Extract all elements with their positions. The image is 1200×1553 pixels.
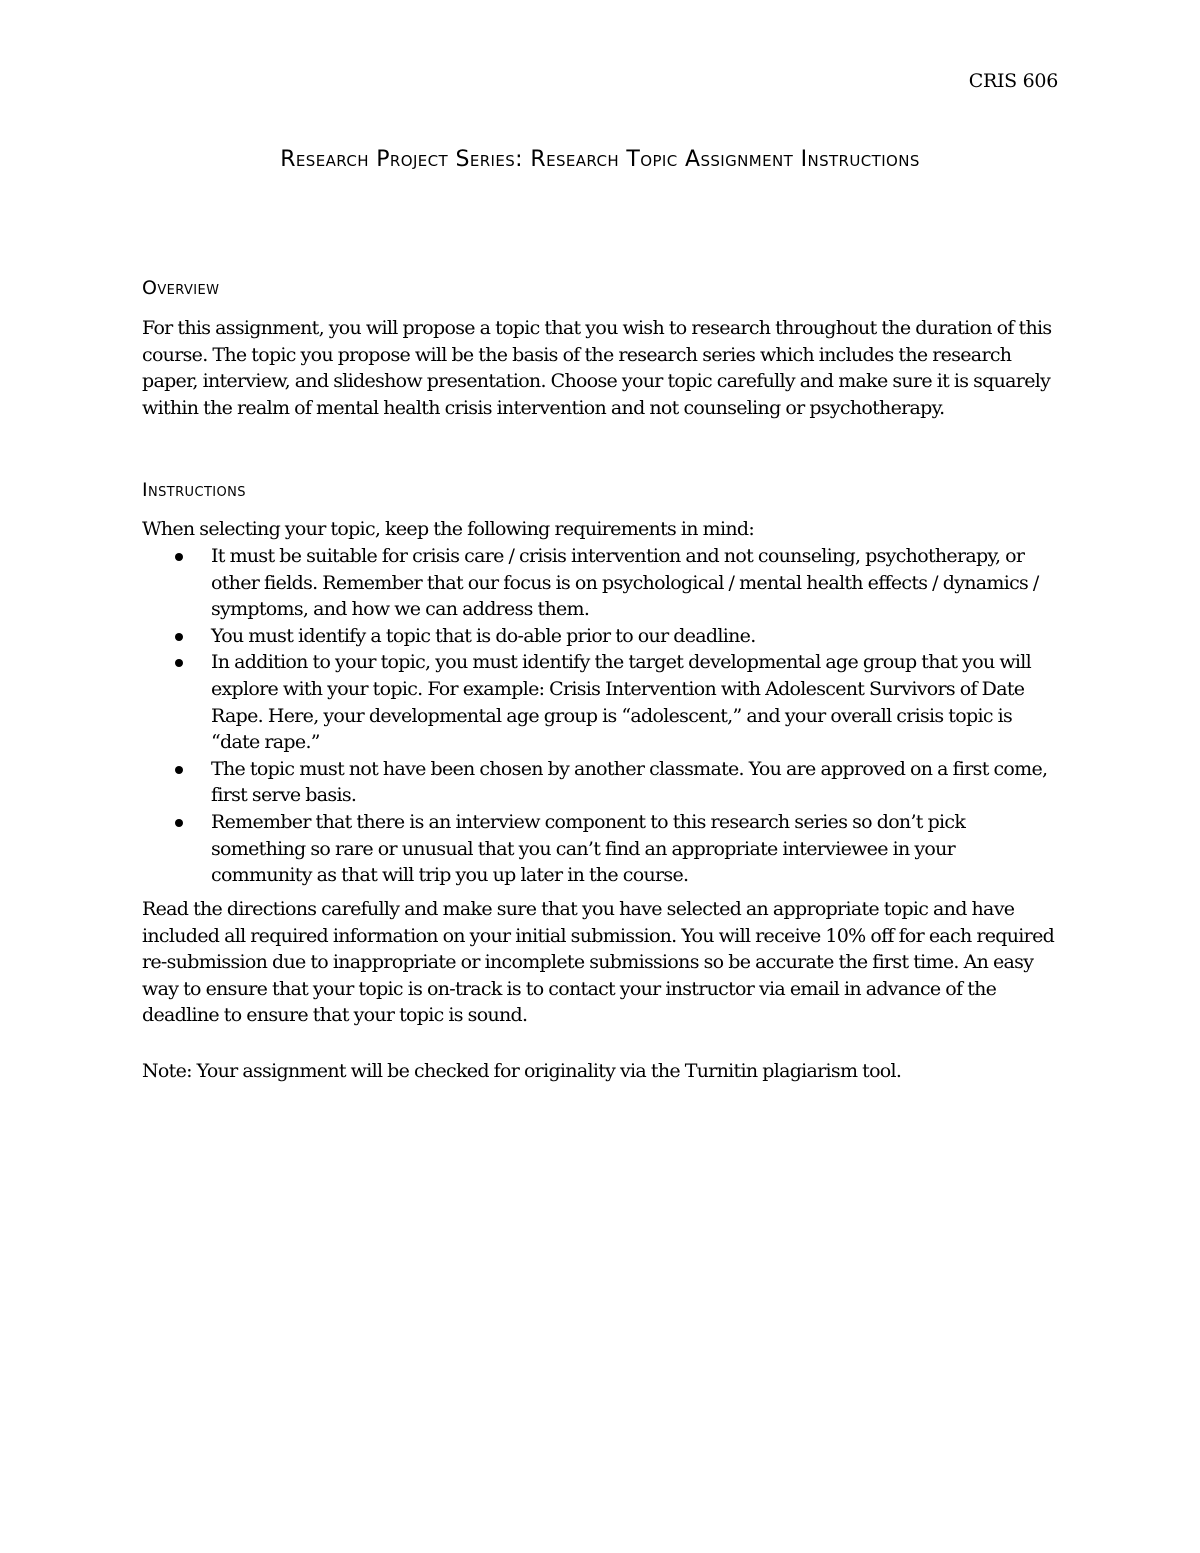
bullet-icon [175, 553, 183, 561]
list-item-text: The topic must not have been chosen by another classmate. You are approved on a first come, first serve basis. [211, 757, 1048, 807]
list-item-text: In addition to your topic, you must identify the target developmental age group that you will explore with your topic. For example: Crisis Intervention with Adolescent Survivors of Date Rape. Here, your developmental age group is “adolescent,” and your overall crisis topic is “date rape.” [211, 651, 1032, 754]
overview-paragraph: For this assignment, you will propose a topic that you wish to research throughout the duration of this course. The topic you propose will be the basis of the research series which includes the research paper, interview, and slideshow presentation. Choose your topic carefully and make sure it is squarely within the realm of mental health crisis intervention and not counseling or psychotherapy. [142, 317, 1052, 419]
list-item-text: It must be suitable for crisis care / crisis intervention and not counseling, psychotherapy, or other fields. Remember that our focus is on psychological / mental health effects / dynamics / symptoms, and how we can address them. [211, 545, 1039, 621]
course-code: CRIS 606 [968, 70, 1058, 92]
list-item [142, 623, 1060, 650]
list-item-text: Remember that there is an interview component to this research series so don’t pick something so rare or unusual that you can’t find an appropriate interviewee in your community as that will trip you up later in the course. [211, 810, 966, 887]
bullet-icon [175, 633, 183, 641]
bullet-icon [175, 659, 183, 667]
instructions-heading: Instructions [142, 479, 246, 501]
list-item [142, 543, 1060, 623]
closing-paragraph: Read the directions carefully and make sure that you have selected an appropriate topic and have included all required information on your initial submission. You will receive 10% off for each required re-submission due to inappropriate or incomplete submissions so be accurate the first time. An easy way to ensure that your topic is on-track is to contact your instructor via email in advance of the deadline to ensure that your topic is sound. [142, 898, 1055, 1027]
plagiarism-note: Note: Your assignment will be checked for originality via the Turnitin plagiarism tool. [142, 1060, 902, 1082]
instructions-intro: When selecting your topic, keep the following requirements in mind: [142, 518, 755, 540]
overview-heading: Overview [142, 277, 220, 299]
list-item [142, 809, 1060, 889]
list-item-text: You must identify a topic that is do-able prior to our deadline. [211, 624, 756, 647]
list-item [142, 649, 1060, 755]
list-item [142, 756, 1060, 809]
bullet-icon [175, 819, 183, 827]
page-title: Research Project Series: Research Topic Assignment Instructions [280, 147, 920, 172]
requirements-list [142, 543, 1060, 889]
bullet-icon [175, 766, 183, 774]
